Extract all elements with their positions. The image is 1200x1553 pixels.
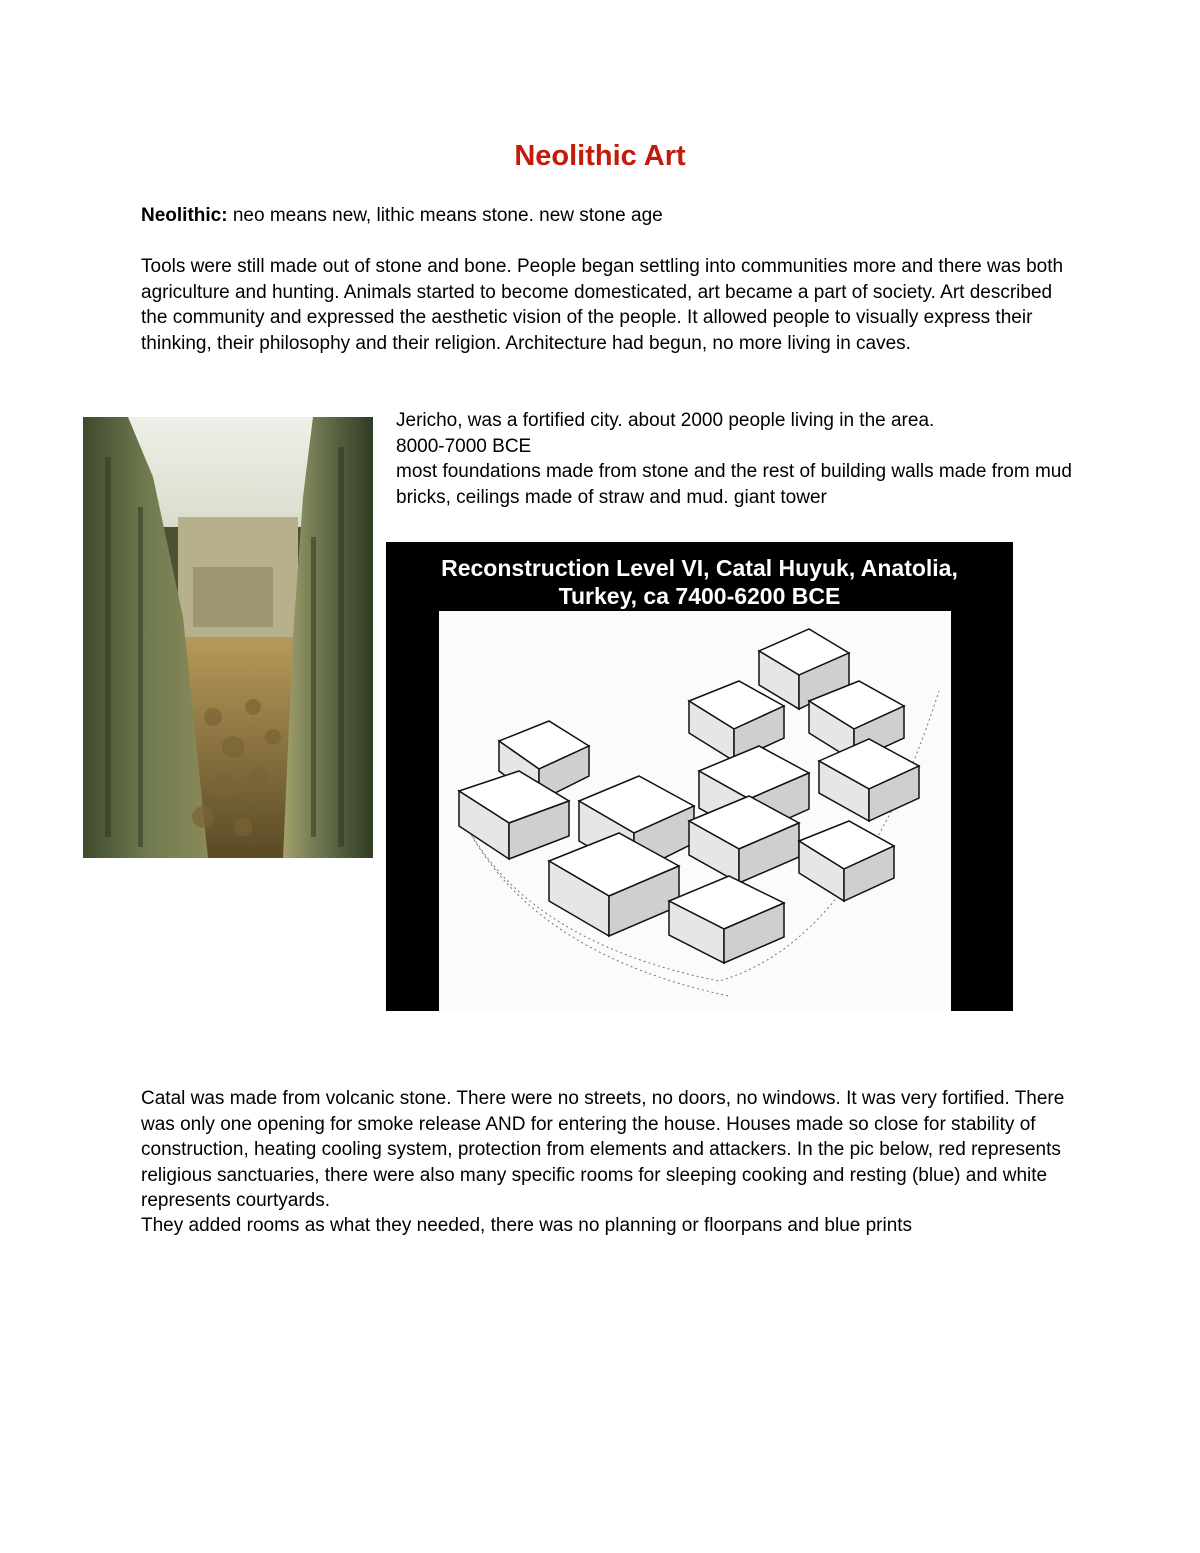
page-title: Neolithic Art <box>514 140 686 172</box>
definition-text: neo means new, lithic means stone. new stone age <box>227 205 663 226</box>
catal-huyuk-reconstruction-figure <box>386 542 1013 1011</box>
reconstruction-drawing <box>439 611 951 1011</box>
jericho-line-3: most foundations made from stone and the rest of building walls made from mud bricks, ceilings made of straw and mud. giant tower <box>396 461 1072 508</box>
reconstruction-caption-line-2: Turkey, ca 7400-6200 BCE <box>558 583 841 609</box>
jericho-description <box>396 408 1076 510</box>
jericho-line-2: 8000-7000 BCE <box>396 435 532 457</box>
jericho-excavation-photo <box>83 417 373 858</box>
definition-term: Neolithic: <box>141 205 228 226</box>
intro-paragraph: Tools were still made out of stone and bone. People began settling into communities more and there was both agriculture and hunting. Animals started to become domesticated, art became a part of society. Art described the community and expressed the aesthetic vision of the people. It allowed people to visually express their thinking, their philosophy and their religion. Architecture had begun, no more living in caves. <box>141 256 1064 354</box>
reconstruction-caption <box>386 554 1013 610</box>
catal-paragraph-2: They added rooms as what they needed, there was no planning or floorpans and blue prints <box>141 1215 913 1236</box>
catal-paragraph: Catal was made from volcanic stone. There were no streets, no doors, no windows. It was very fortified. There was only one opening for smoke release AND for entering the house. Houses made so close for stability of construction, heating cooling system, protection from elements and attackers. In the pic below, red represents religious sanctuaries, there were also many specific rooms for sleeping cooking and resting (blue) and white represents courtyards. <box>141 1088 1065 1211</box>
jericho-line-1: Jericho, was a fortified city. about 2000 people living in the area. <box>396 410 935 431</box>
reconstruction-caption-line-1: Reconstruction Level VI, Catal Huyuk, Anatolia, <box>441 555 958 581</box>
definition-paragraph <box>141 203 1071 229</box>
